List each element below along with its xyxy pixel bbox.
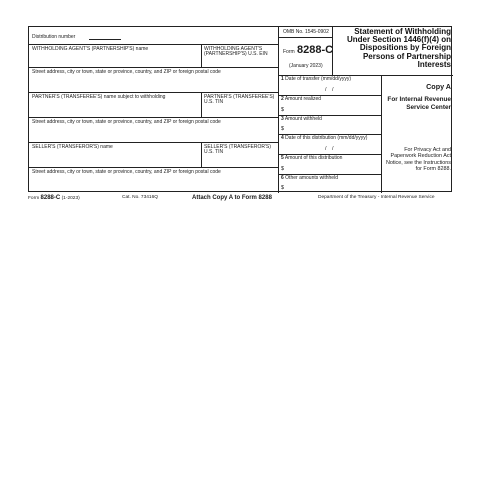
seller-address-field[interactable] — [29, 167, 278, 193]
box-4-number: 4 — [281, 135, 284, 141]
form-prefix: Form — [283, 49, 295, 55]
agent-address-field[interactable] — [29, 67, 278, 92]
seller-tin-label: SELLER'S (TRANSFEROR'S) U.S. TIN — [204, 144, 271, 156]
copy-label: Copy A — [426, 82, 451, 91]
box-5-amount-field[interactable]: $ — [281, 166, 284, 172]
form-8288c-copy-a — [28, 26, 452, 192]
box-1-number: 1 — [281, 76, 284, 82]
footer-form-number: 8288-C — [40, 195, 61, 201]
partner-tin-field[interactable] — [201, 92, 278, 117]
box-4-label: Date of this distribution (mm/dd/yyyy) — [285, 135, 368, 141]
partner-name-field[interactable] — [29, 92, 201, 117]
box-6-number: 6 — [281, 175, 284, 181]
distribution-number-label: Distribution number — [32, 34, 76, 40]
form-number: 8288-C — [297, 44, 334, 56]
box-1-date-field[interactable]: / / — [325, 87, 336, 93]
seller-name-field[interactable] — [29, 142, 201, 167]
footer-attach-note: Attach Copy A to Form 8288 — [192, 195, 272, 201]
footer-cat-no: Cat. No. 73416Q — [122, 195, 158, 200]
withholding-agent-ein-field[interactable] — [201, 44, 278, 67]
footer-form-id — [28, 195, 80, 201]
partner-tin-label: PARTNER'S (TRANSFEREE'S) U.S. TIN — [204, 94, 275, 106]
withholding-agent-name-field[interactable] — [29, 44, 201, 67]
box-5-label: Amount of this distribution — [284, 155, 343, 161]
withholding-agent-ein-label: WITHHOLDING AGENT'S (PARTNERSHIP'S) U.S. EIN — [204, 46, 268, 58]
form-revision: (January 2023) — [289, 63, 323, 69]
box-2-label: Amount realized — [284, 96, 322, 102]
divider-box-column — [381, 75, 382, 193]
distribution-number-field[interactable] — [89, 33, 121, 40]
box-5-number: 5 — [281, 155, 284, 161]
form-title: Statement of Withholding Under Section 1446(f)(4) on Dispositions by Foreign Persons of Partnership Interests — [346, 27, 451, 69]
agent-address-label: Street address, city or town, state or province, country, and ZIP or foreign postal code — [32, 69, 221, 75]
box-3-number: 3 — [281, 116, 284, 122]
partner-address-label: Street address, city or town, state or province, country, and ZIP or foreign postal code — [32, 119, 221, 125]
omb-number: OMB No. 1545-0902 — [283, 29, 329, 35]
box-2-number: 2 — [281, 96, 284, 102]
partner-address-field[interactable] — [29, 117, 278, 142]
partner-name-label: PARTNER'S (TRANSFEREE'S) name subject to withholding — [32, 94, 166, 100]
seller-name-label: SELLER'S (TRANSFEROR'S) name — [32, 144, 113, 150]
privacy-notice: For Privacy Act and Paperwork Reduction Act Notice, see the Instructions for Form 8288. — [385, 147, 451, 173]
box-3-label: Amount withheld — [284, 116, 322, 122]
seller-tin-field[interactable] — [201, 142, 278, 167]
box-4-date-field[interactable]: / / — [325, 146, 336, 152]
box-3-amount-field[interactable]: $ — [281, 126, 284, 132]
agency-label: For Internal Revenue Service Center — [387, 96, 451, 111]
seller-address-label: Street address, city or town, state or province, country, and ZIP or foreign postal code — [32, 169, 221, 175]
footer-form-prefix: Form — [28, 196, 40, 201]
box-6-label: Other amounts withheld — [285, 175, 338, 181]
box-6-amount-field[interactable]: $ — [281, 185, 284, 191]
withholding-agent-name-label: WITHHOLDING AGENT'S (PARTNERSHIP'S) name — [32, 46, 149, 52]
box-1-label: Date of transfer (mm/dd/yyyy) — [285, 76, 352, 82]
divider-right-column — [278, 27, 279, 193]
box-2-amount-field[interactable]: $ — [281, 107, 284, 113]
rule — [278, 37, 332, 38]
footer-department: Department of the Treasury - Internal Revenue Service — [318, 195, 435, 200]
footer-revision: (1-2023) — [61, 196, 80, 201]
